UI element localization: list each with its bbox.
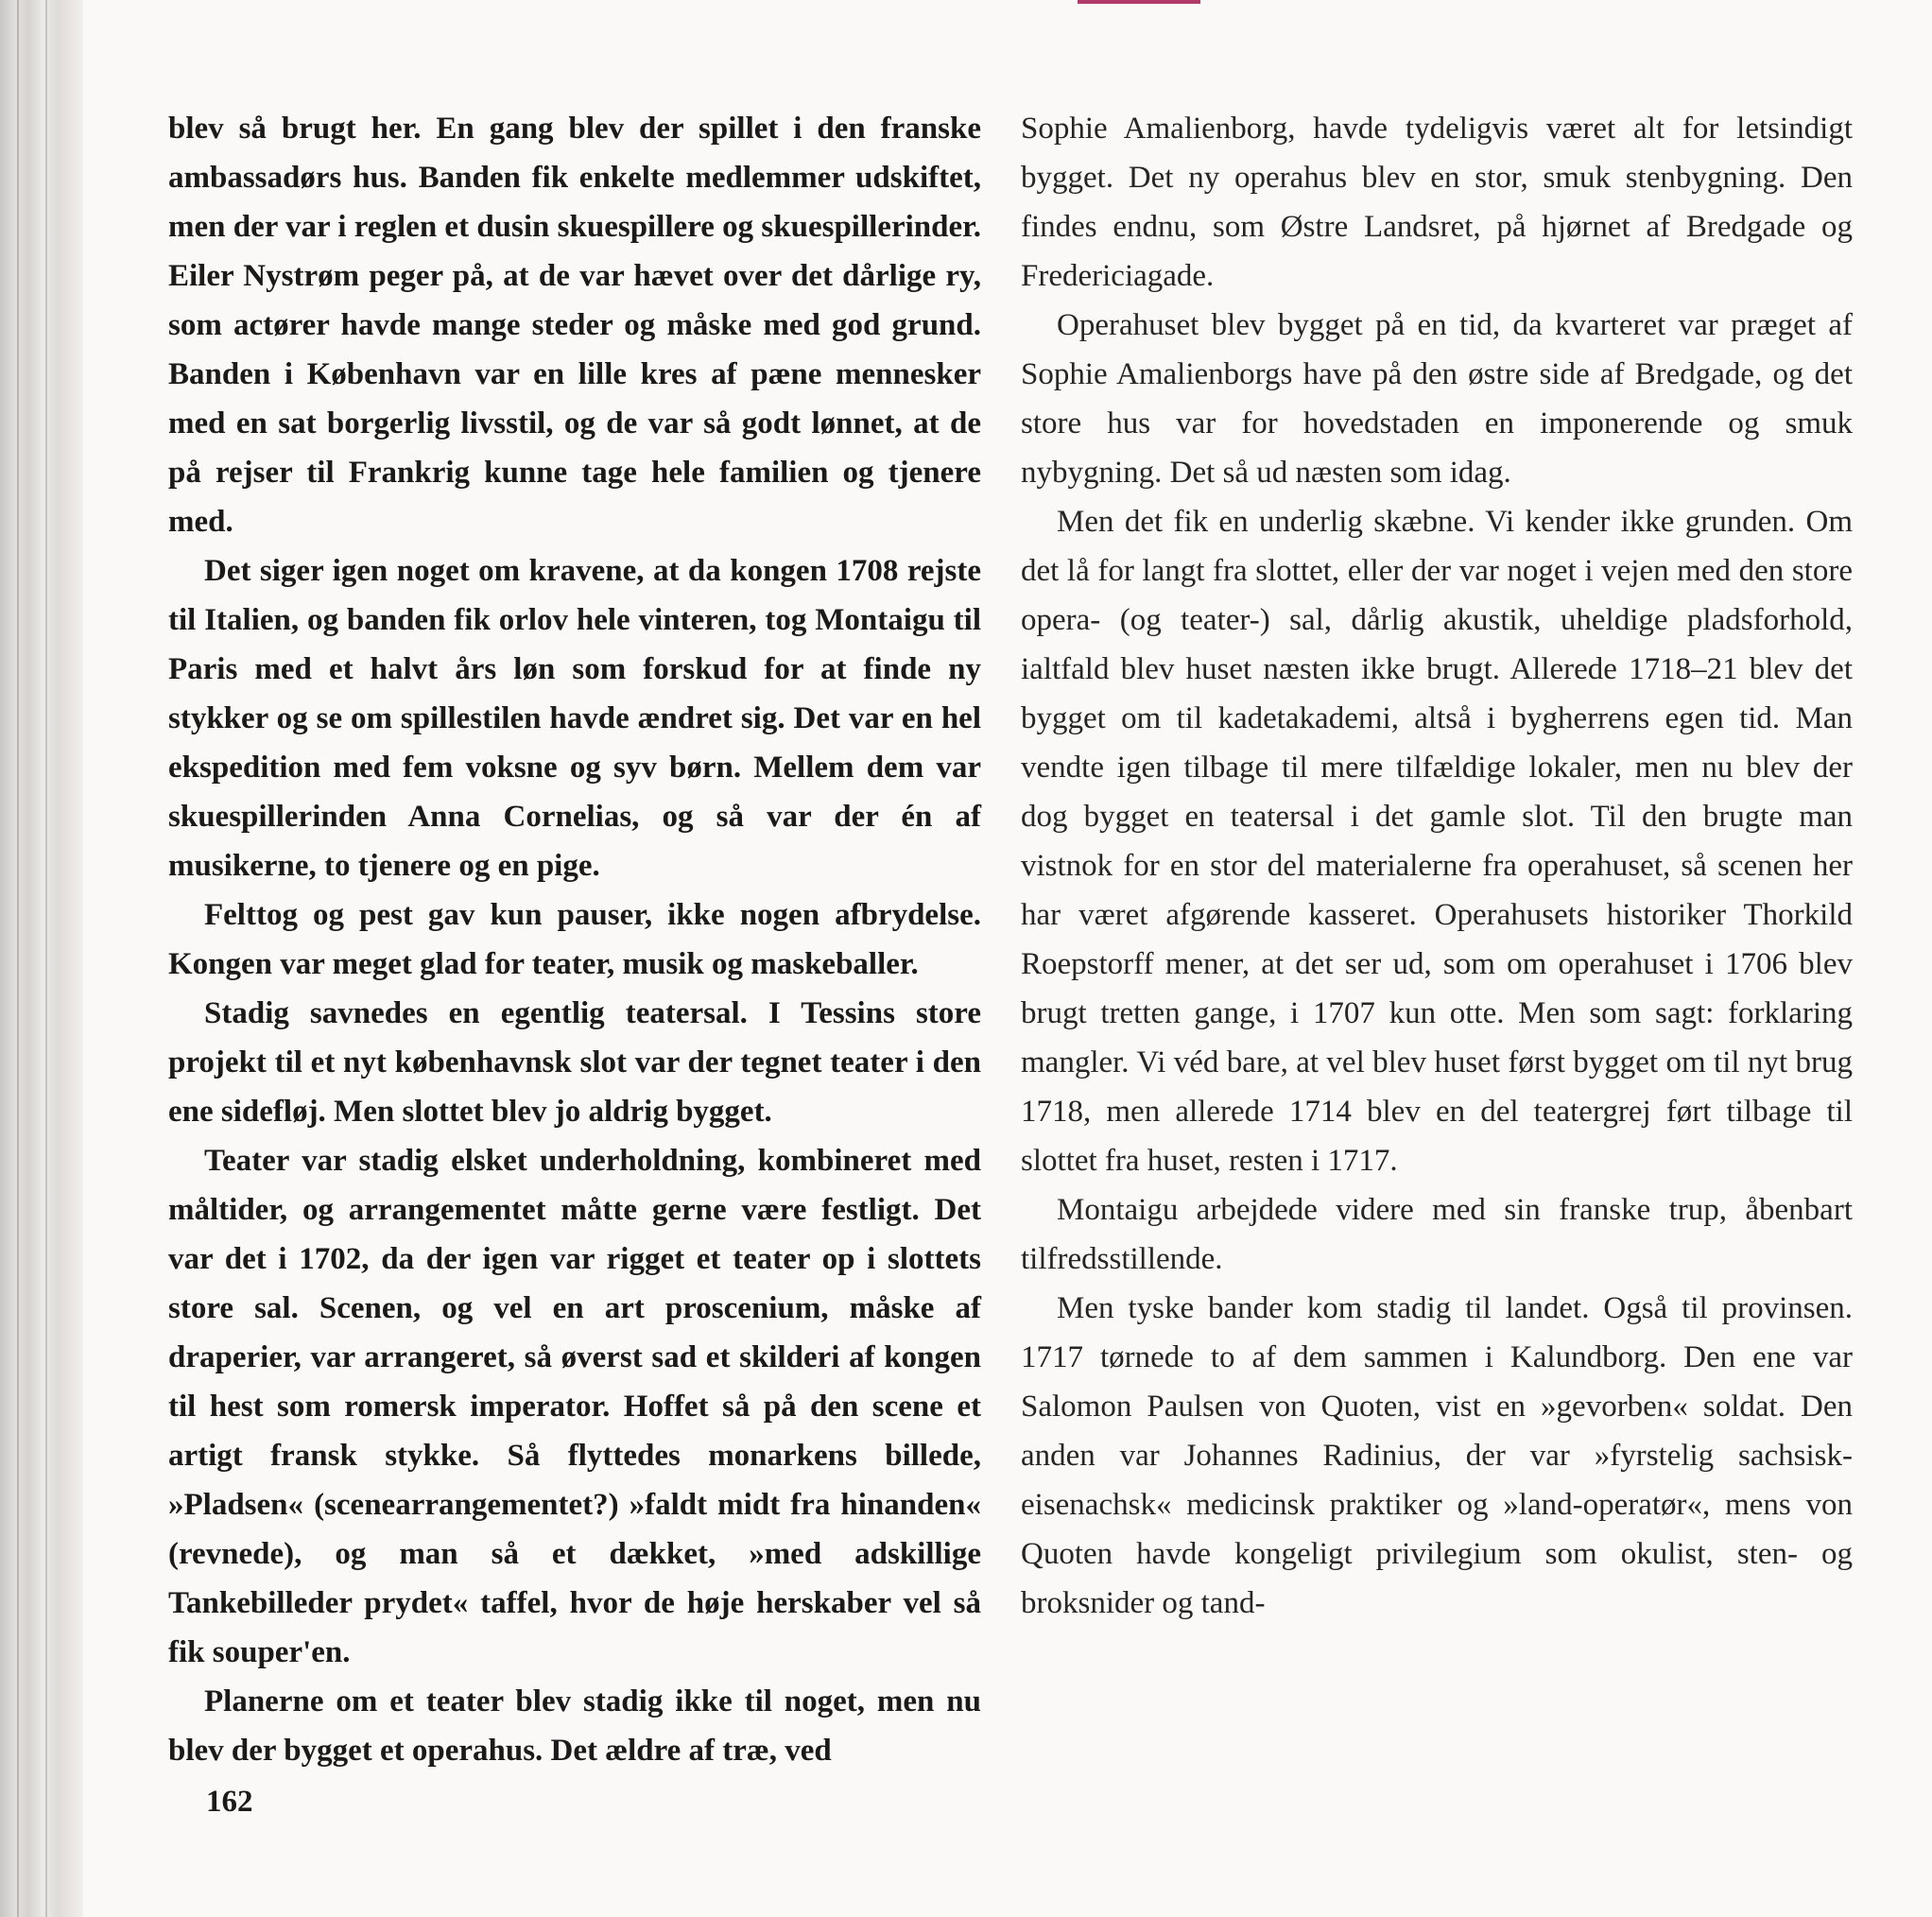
paragraph: Felttog og pest gav kun pauser, ikke nogen afbrydelse. Kongen var meget glad for teater, musik og maskeballer. (168, 898, 981, 981)
paragraph: Sophie Amalienborg, havde tydeligvis været alt for letsindigt bygget. Det ny operahus blev en stor, smuk stenbygning. Den findes endnu, som Østre Landsret, på hjørnet af Bredgade og Fredericiagade. (1021, 112, 1853, 293)
book-binding-gutter (0, 0, 83, 1917)
ribbon-marker (1078, 0, 1200, 4)
right-text-column (1021, 104, 1853, 1628)
paragraph: Men tyske bander kom stadig til landet. Også til provinsen. 1717 tørnede to af dem sammen i Kalundborg. Den ene var Salomon Paulsen von Quoten, vist en »gevorben« soldat. Den anden var Johannes Radinius, der var »fyrstelig sachsisk-eisenachsk« medicinsk praktiker og »land-operatør«, mens von Quoten havde kongeligt privilegium som okulist, sten- og broksnider og tand- (1021, 1291, 1853, 1620)
page-number: 162 (206, 1785, 253, 1819)
left-text-column (168, 104, 981, 1775)
paragraph: Operahuset blev bygget på en tid, da kvarteret var præget af Sophie Amalienborgs have på den østre side af Bredgade, og det store hus var for hovedstaden en imponerende og smuk nybygning. Det så ud næsten som idag. (1021, 308, 1853, 490)
paragraph: Montaigu arbejdede videre med sin franske trup, åbenbart tilfredsstillende. (1021, 1193, 1853, 1276)
paragraph: Stadig savnedes en egentlig teatersal. I Tessins store projekt til et nyt københavnsk slot var der tegnet teater i den ene sidefløj. Men slottet blev jo aldrig bygget. (168, 996, 981, 1129)
paragraph: Men det fik en underlig skæbne. Vi kender ikke grunden. Om det lå for langt fra slottet, eller der var noget i vejen med den store opera- (og teater-) sal, dårlig akustik, uheldige pladsforhold, ialtfald blev huset næsten ikke brugt. Allerede 1718–21 blev det bygget om til kadetakademi, altså i bygherrens egen tid. Man vendte igen tilbage til mere tilfældige lokaler, men nu blev der dog bygget en teatersal i det gamle slot. Til den brugte man vistnok for en stor del materialerne fra operahuset, så scenen her har været afgørende kasseret. Operahusets historiker Thorkild Roepstorff mener, at det ser ud, som om operahuset i 1706 blev brugt tretten gange, i 1707 kun otte. Men som sagt: forklaring mangler. Vi véd bare, at vel blev huset først bygget om til nyt brug 1718, men allerede 1714 blev en del teatergrej ført tilbage til slottet fra huset, resten i 1717. (1021, 505, 1853, 1178)
paragraph: blev så brugt her. En gang blev der spillet i den franske ambassadørs hus. Banden fik enkelte medlemmer udskiftet, men der var i reglen et dusin skuespillere og skuespillerinder. Eiler Nystrøm peger på, at de var hævet over det dårlige ry, som actører havde mange steder og måske med god grund. Banden i København var en lille kres af pæne mennesker med en sat borgerlig livsstil, og de var så godt lønnet, at de på rejser til Frankrig kunne tage hele familien og tjenere med. (168, 112, 981, 539)
paragraph: Teater var stadig elsket underholdning, kombineret med måltider, og arrangementet måtte gerne være festligt. Det var det i 1702, da der igen var rigget et teater op i slottets store sal. Scenen, og vel en art proscenium, måske af draperier, var arrangeret, så øverst sad et skilderi af kongen til hest som romersk imperator. Hoffet så på den scene et artigt fransk stykke. Så flyttedes monarkens billede, »Pladsen« (scenearrangementet?) »faldt midt fra hinanden« (revnede), og man så et dækket, »med adskillige Tankebilleder prydet« taffel, hvor de høje herskaber vel så fik souper'en. (168, 1144, 981, 1669)
paragraph: Planerne om et teater blev stadig ikke til noget, men nu blev der bygget et operahus. Det ældre af træ, ved (168, 1684, 981, 1768)
paragraph: Det siger igen noget om kravene, at da kongen 1708 rejste til Italien, og banden fik orlov hele vinteren, tog Montaigu til Paris med et halvt års løn som forskud for at finde ny stykker og se om spillestilen havde ændret sig. Det var en hel ekspedition med fem voksne og syv børn. Mellem dem var skuespillerinden Anna Cornelias, og så var der én af musikerne, to tjenere og en pige. (168, 554, 981, 883)
